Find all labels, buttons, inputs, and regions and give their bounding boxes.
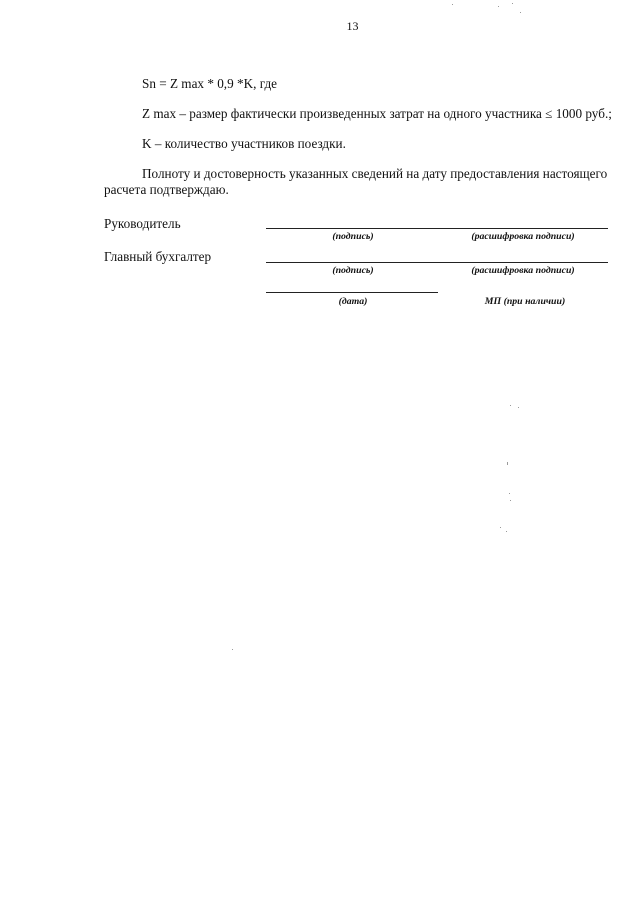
scan-speck (520, 12, 521, 13)
definition-zmax: Z max – размер фактически произведенных затрат на одного участника ≤ 1000 руб.; (142, 106, 612, 121)
scan-speck (232, 649, 233, 650)
scan-speck (498, 6, 499, 7)
scan-speck (518, 407, 519, 408)
head-label: Руководитель (104, 216, 181, 231)
accountant-name-caption: (расшифровка подписи) (471, 265, 575, 276)
scan-speck (510, 405, 511, 406)
accountant-signature-line (266, 262, 608, 263)
accountant-label: Главный бухгалтер (104, 249, 212, 264)
head-signature-line (266, 228, 608, 229)
date-line (266, 292, 438, 293)
scan-speck (452, 4, 453, 5)
scan-speck (512, 3, 513, 4)
scan-speck (500, 527, 501, 528)
stamp-caption: МП (при наличии) (484, 296, 566, 307)
page-number: 13 (346, 19, 359, 33)
scan-speck (506, 531, 507, 532)
head-name-caption: (расшифровка подписи) (471, 231, 575, 242)
definition-k: K – количество участников поездки. (142, 136, 346, 151)
accountant-signature-caption: (подпись) (332, 265, 374, 276)
scan-speck (507, 462, 508, 465)
scan-speck (509, 493, 510, 494)
confirmation-line-1: Полноту и достоверность указанных сведений на дату предоставления настоящего (142, 166, 608, 181)
head-signature-caption: (подпись) (332, 231, 374, 242)
scan-speck (510, 500, 511, 501)
confirmation-line-2: расчета подтверждаю. (104, 182, 229, 197)
formula-text: Sn = Z max * 0,9 *K, где (142, 76, 278, 91)
date-caption: (дата) (338, 296, 368, 307)
